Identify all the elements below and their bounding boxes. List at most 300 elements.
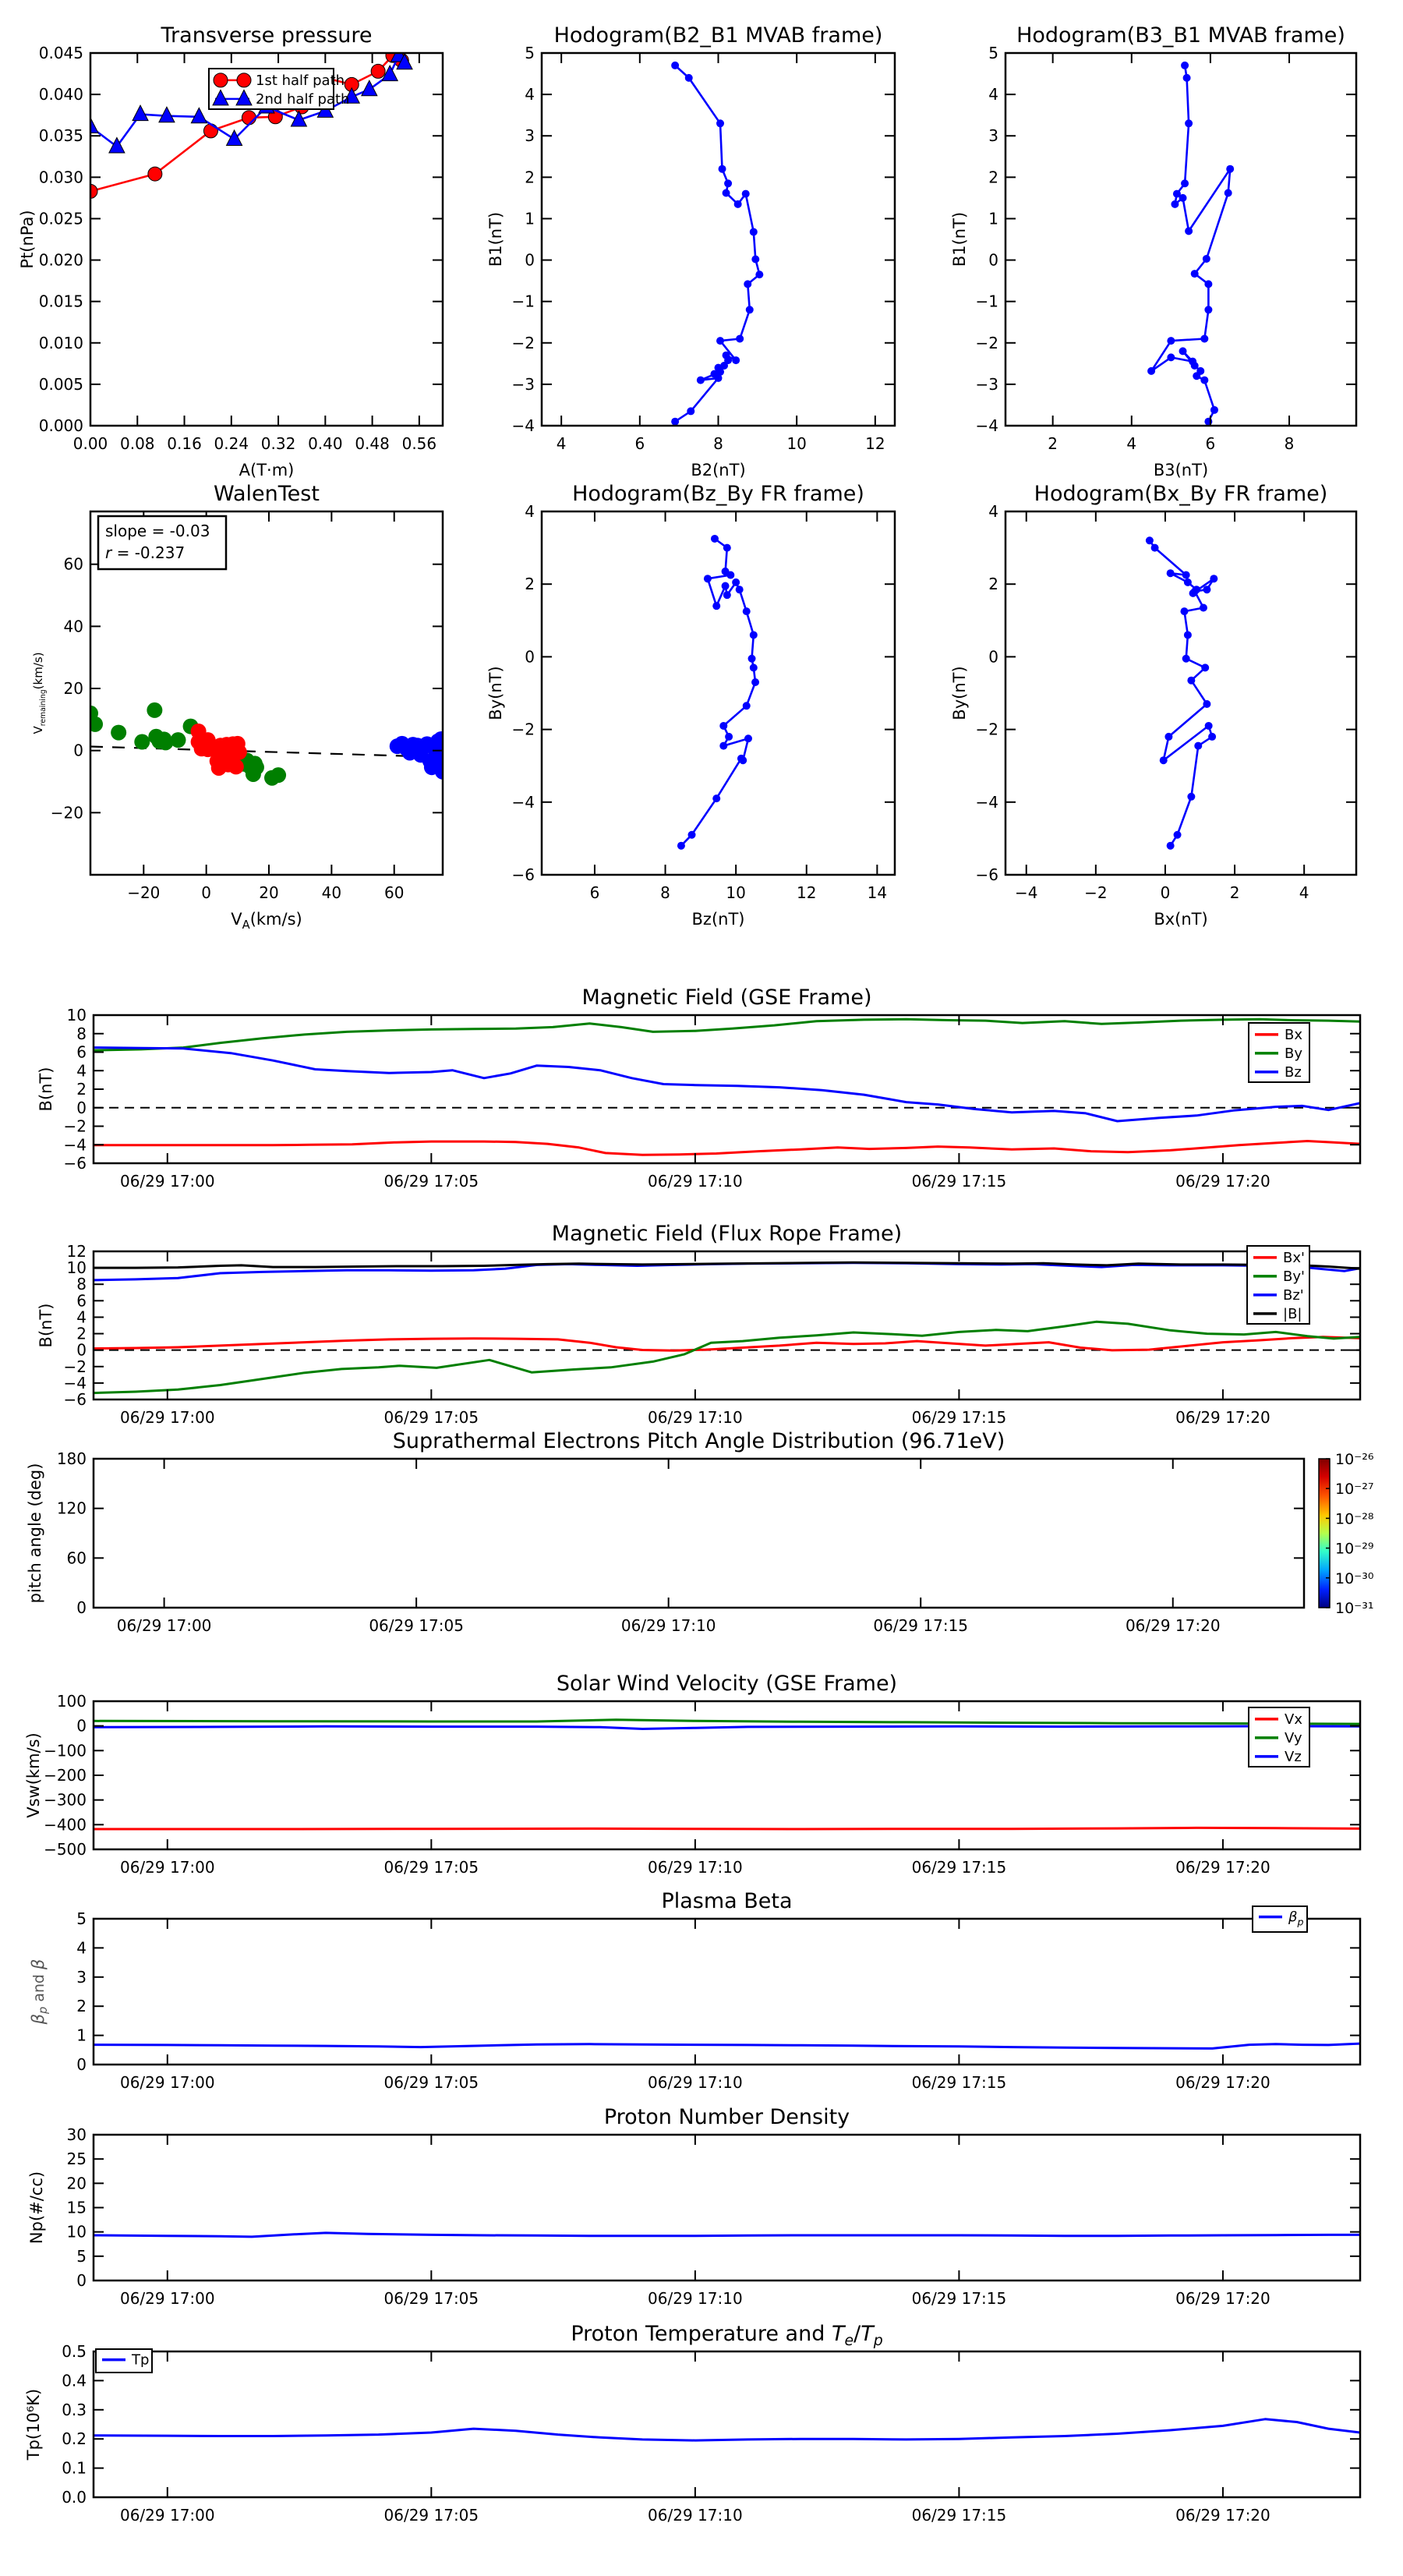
axes-frame	[94, 1251, 1360, 1399]
x-tick-label: 12	[797, 883, 817, 902]
circle-marker	[1171, 200, 1179, 208]
circle-marker	[750, 663, 758, 671]
series-vz	[94, 1726, 1360, 1729]
legend-label: $\beta_p$	[1288, 1909, 1304, 1928]
legend-label: Tp	[132, 2351, 150, 2369]
colorbar-label: 10⁻²⁹	[1335, 1540, 1374, 1558]
circle-marker	[1204, 306, 1212, 313]
y-tick-label: −4	[975, 416, 998, 435]
x-tick-label: 06/29 17:15	[911, 2073, 1007, 2092]
circle-marker	[270, 767, 286, 783]
series-line	[94, 2043, 1360, 2048]
x-tick-label: 06/29 17:00	[116, 1616, 212, 1635]
x-tick-label: 6	[589, 883, 600, 902]
y-tick-label: 0.5	[62, 2342, 87, 2361]
y-tick-label: 4	[76, 1061, 87, 1081]
circle-marker	[1167, 353, 1175, 361]
x-tick-label: 0	[201, 883, 212, 902]
x-tick-label: 6	[1205, 434, 1216, 453]
series-by-gse	[94, 1019, 1360, 1050]
circle-marker	[1203, 586, 1210, 593]
panel-hodogram-bx-by	[950, 482, 1356, 929]
x-tick-label: 8	[713, 434, 723, 453]
y-tick-label: 2	[76, 1997, 87, 2016]
y-tick-label: 15	[66, 2198, 87, 2217]
x-tick-label: 06/29 17:10	[648, 2289, 743, 2308]
y-tick-label: 0	[76, 1716, 87, 1736]
circle-marker	[750, 631, 758, 639]
panel-title-np: Proton Number Density	[603, 2105, 850, 2129]
x-axis-label: B3(nT)	[1153, 461, 1209, 479]
circle-marker	[1200, 603, 1207, 611]
y-axis-label: By(nT)	[486, 666, 505, 720]
circle-marker	[734, 200, 742, 208]
circle-marker	[237, 73, 251, 87]
panel-vsw	[24, 1672, 1360, 1877]
panel-mag-gse	[37, 985, 1360, 1191]
series-vx	[94, 1828, 1360, 1829]
circle-marker	[1174, 831, 1182, 839]
x-tick-label: 12	[865, 434, 885, 453]
circle-marker	[1183, 74, 1191, 82]
circle-marker	[755, 271, 763, 278]
legend-mag-fr	[1247, 1246, 1309, 1324]
x-tick-label: 60	[383, 883, 405, 902]
series-walen-green	[83, 702, 286, 786]
circle-marker	[1191, 588, 1199, 596]
axes-frame	[542, 511, 895, 875]
circle-marker	[687, 407, 694, 415]
x-tick-label: 40	[321, 883, 342, 902]
colorbar	[1319, 1451, 1373, 1617]
circle-marker	[1185, 227, 1193, 235]
panel-title-transverse-pressure: Transverse pressure	[161, 23, 373, 48]
colorbar-label: 10⁻³¹	[1335, 1600, 1374, 1617]
y-tick-label: 0.0	[62, 2488, 87, 2507]
x-tick-label: 8	[660, 883, 670, 902]
x-tick-label: 4	[1126, 434, 1137, 453]
series-np-line	[94, 2233, 1360, 2237]
y-tick-label: −500	[44, 1840, 87, 1859]
series-line	[94, 1720, 1360, 1724]
y-tick-label: 8	[76, 1024, 87, 1043]
x-tick-label: 0.40	[308, 434, 343, 453]
y-tick-label: 6	[76, 1042, 87, 1062]
panel-title-hodogram-b2-b1: Hodogram(B2_B1 MVAB frame)	[553, 23, 883, 48]
y-tick-label: −6	[63, 1390, 87, 1409]
circle-marker	[1187, 793, 1195, 801]
circle-marker	[1147, 367, 1155, 375]
series-by-fr	[94, 1322, 1360, 1392]
circle-marker	[1191, 270, 1199, 278]
y-axis-label: $V_{remaining}(km/s)$	[31, 652, 48, 734]
circle-marker	[671, 418, 679, 426]
circle-marker	[744, 280, 751, 288]
x-tick-label: 06/29 17:10	[620, 1616, 716, 1635]
panel-title-tp: Proton Temperature and $T_e/T_p$	[571, 2322, 883, 2349]
circle-marker	[751, 255, 759, 263]
y-tick-label: 0.4	[62, 2371, 87, 2390]
panel-pitch-angle	[26, 1429, 1373, 1635]
legend-label: Vx	[1285, 1711, 1302, 1728]
panel-hodogram-b3-b1	[950, 23, 1356, 479]
circle-marker	[1203, 700, 1210, 708]
x-tick-label: 06/29 17:15	[911, 2506, 1007, 2525]
circle-marker	[134, 734, 150, 750]
x-tick-label: 8	[1284, 434, 1295, 453]
circle-marker	[1200, 377, 1208, 384]
x-tick-label: 06/29 17:10	[648, 1408, 743, 1427]
y-tick-label: 40	[63, 617, 83, 636]
circle-marker	[677, 842, 685, 850]
y-tick-label: −6	[511, 865, 535, 884]
x-tick-label: 4	[556, 434, 567, 453]
x-tick-label: 10	[726, 883, 746, 902]
y-tick-label: −2	[511, 720, 535, 739]
y-axis-label: βp and β	[29, 1959, 50, 2025]
series-bz-by-path	[677, 535, 759, 850]
x-tick-label: 06/29 17:05	[383, 2506, 479, 2525]
x-tick-label: 06/29 17:05	[383, 1172, 479, 1191]
series-vy	[94, 1720, 1360, 1724]
circle-marker	[685, 74, 693, 82]
y-tick-label: −4	[975, 792, 998, 812]
x-tick-label: 0.56	[401, 434, 437, 453]
circle-marker	[1191, 362, 1199, 370]
y-tick-label: 2	[76, 1080, 87, 1099]
circle-marker	[742, 190, 750, 198]
y-tick-label: 0.2	[62, 2429, 87, 2449]
circle-marker	[148, 167, 162, 181]
y-tick-label: 0	[76, 2055, 87, 2074]
circle-marker	[725, 733, 733, 741]
x-tick-label: 0	[1160, 883, 1171, 902]
legend-tp	[96, 2349, 152, 2373]
legend-vsw	[1249, 1707, 1309, 1767]
circle-marker	[743, 607, 751, 615]
circle-marker	[1146, 536, 1154, 544]
y-tick-label: −2	[63, 1116, 87, 1136]
x-tick-label: 0.08	[120, 434, 155, 453]
y-tick-label: 3	[988, 126, 998, 146]
circle-marker	[736, 334, 744, 342]
series-walen-red	[191, 724, 247, 776]
y-tick-label: 25	[66, 2150, 87, 2169]
circle-marker	[1151, 544, 1159, 552]
circle-marker	[732, 356, 740, 364]
y-tick-label: 4	[76, 1938, 87, 1958]
x-tick-label: 06/29 17:00	[119, 2506, 215, 2525]
panel-plasma-beta	[29, 1889, 1360, 2092]
circle-marker	[228, 759, 244, 774]
y-axis-label: Vsw(km/s)	[24, 1732, 43, 1818]
circle-marker	[736, 586, 744, 593]
legend-label: |B|	[1283, 1305, 1302, 1322]
y-tick-label: 2	[525, 575, 535, 594]
circle-marker	[704, 575, 712, 582]
circle-marker	[1187, 677, 1195, 685]
y-tick-label: 4	[988, 502, 998, 521]
y-tick-label: 0.030	[38, 168, 83, 187]
legend-label: 1st half path	[256, 72, 345, 89]
y-tick-label: 180	[56, 1449, 87, 1468]
circle-marker	[436, 738, 452, 754]
x-tick-label: −2	[1084, 883, 1108, 902]
x-axis-label: Bx(nT)	[1154, 910, 1208, 929]
x-tick-label: 06/29 17:15	[873, 1616, 969, 1635]
circle-marker	[1210, 575, 1217, 582]
axes-frame	[94, 2351, 1360, 2497]
series-tp-line	[94, 2419, 1360, 2440]
x-tick-label: 06/29 17:10	[648, 1858, 743, 1877]
x-tick-label: 2	[1229, 883, 1240, 902]
y-tick-label: 10	[66, 1006, 87, 1024]
circle-marker	[748, 655, 756, 663]
x-tick-label: 06/29 17:00	[119, 1408, 215, 1427]
x-tick-label: 06/29 17:05	[383, 2289, 479, 2308]
series-line	[1150, 540, 1214, 845]
circle-marker	[719, 722, 727, 730]
y-tick-label: 0.015	[38, 292, 83, 311]
legend-label: By'	[1283, 1268, 1305, 1285]
y-tick-label: 0	[988, 250, 998, 270]
y-tick-label: 0.1	[62, 2458, 87, 2478]
panel-title-vsw: Solar Wind Velocity (GSE Frame)	[556, 1672, 898, 1696]
y-tick-label: 6	[76, 1291, 87, 1311]
y-axis-label: pitch angle (deg)	[26, 1463, 44, 1604]
legend-label: Bz'	[1283, 1286, 1304, 1304]
y-tick-label: 1	[76, 2026, 87, 2045]
y-tick-label: −1	[975, 292, 998, 311]
series-line	[94, 2233, 1360, 2237]
y-tick-label: 0.010	[38, 333, 83, 352]
circle-marker	[719, 165, 726, 173]
circle-marker	[1226, 165, 1234, 173]
legend-transverse-pressure	[209, 69, 349, 109]
circle-marker	[716, 337, 724, 345]
y-tick-label: 5	[988, 44, 998, 62]
colorbar-label: 10⁻³⁰	[1335, 1569, 1374, 1587]
y-tick-label: 0	[525, 647, 535, 667]
y-tick-label: 0	[76, 1340, 87, 1360]
circle-marker	[1167, 842, 1175, 850]
x-tick-label: 0.16	[167, 434, 202, 453]
x-tick-label: 06/29 17:15	[911, 2289, 1007, 2308]
y-tick-label: 120	[56, 1499, 87, 1518]
x-tick-label: 06/29 17:20	[1175, 1408, 1270, 1427]
circle-marker	[1181, 179, 1189, 187]
circle-marker	[719, 742, 727, 750]
circle-marker	[1210, 406, 1218, 414]
x-axis-label: $V_A(km/s)$	[231, 910, 302, 932]
axes-frame	[94, 1919, 1360, 2065]
series-line	[94, 1828, 1360, 1829]
y-tick-label: 0	[76, 2271, 87, 2290]
series-bx-gse	[94, 1141, 1360, 1155]
panel-title-hodogram-bz-by: Hodogram(Bz_By FR frame)	[572, 482, 864, 506]
y-tick-label: 5	[76, 2246, 87, 2266]
panel-title-pitch-angle: Suprathermal Electrons Pitch Angle Distribution (96.71eV)	[392, 1429, 1005, 1453]
panel-hodogram-b2-b1	[486, 23, 895, 479]
y-tick-label: 4	[525, 85, 535, 104]
y-tick-label: 0	[73, 741, 83, 760]
y-tick-label: 2	[76, 1324, 87, 1343]
y-tick-label: −3	[511, 374, 535, 394]
x-tick-label: 06/29 17:20	[1175, 1172, 1270, 1191]
axes-frame	[1005, 53, 1356, 426]
y-tick-label: 3	[76, 1967, 87, 1987]
circle-marker	[1179, 347, 1187, 355]
x-tick-label: 06/29 17:10	[648, 2073, 743, 2092]
y-tick-label: −4	[63, 1373, 87, 1392]
series-line	[94, 1726, 1360, 1729]
panel-title-walen-test: WalenTest	[214, 482, 320, 506]
y-tick-label: −2	[63, 1357, 87, 1376]
y-axis-label: B(nT)	[37, 1303, 55, 1348]
x-tick-label: −20	[127, 883, 161, 902]
annotation-line: slope = -0.03	[105, 522, 210, 540]
x-tick-label: 06/29 17:00	[119, 1172, 215, 1191]
circle-marker	[711, 535, 719, 543]
y-axis-label: B1(nT)	[486, 211, 505, 267]
y-tick-label: 30	[66, 2125, 87, 2144]
x-tick-label: 06/29 17:20	[1175, 2289, 1270, 2308]
circle-marker	[732, 579, 740, 586]
x-tick-label: 06/29 17:15	[911, 1408, 1007, 1427]
circle-marker	[1185, 119, 1193, 127]
y-tick-label: 100	[56, 1692, 87, 1711]
y-tick-label: −6	[975, 865, 998, 884]
series-line	[94, 1019, 1360, 1050]
colorbar-label: 10⁻²⁶	[1335, 1451, 1374, 1468]
y-axis-label: Np(#/cc)	[27, 2171, 46, 2245]
circle-marker	[712, 602, 720, 610]
series-bz-gse	[94, 1045, 1360, 1121]
x-tick-label: 0.24	[214, 434, 249, 453]
y-tick-label: 1	[988, 209, 998, 228]
y-tick-label: 3	[525, 126, 535, 146]
series-beta-p	[94, 2043, 1360, 2048]
x-tick-label: 06/29 17:10	[648, 1172, 743, 1191]
circle-marker	[1167, 569, 1175, 577]
triangle-marker	[133, 105, 148, 121]
panel-tp	[24, 2322, 1360, 2525]
legend-label: 2nd half path	[256, 90, 350, 108]
circle-marker	[750, 228, 758, 235]
x-tick-label: 06/29 17:05	[383, 2073, 479, 2092]
y-tick-label: −300	[44, 1790, 87, 1810]
circle-marker	[723, 189, 730, 197]
circle-marker	[231, 745, 247, 760]
y-tick-label: 2	[988, 575, 998, 594]
series-line	[94, 1045, 1360, 1121]
x-tick-label: 06/29 17:00	[119, 1858, 215, 1877]
x-tick-label: 2	[1048, 434, 1058, 453]
y-tick-label: 4	[76, 1307, 87, 1327]
circle-marker	[242, 111, 256, 125]
x-tick-label: −4	[1014, 883, 1038, 902]
circle-marker	[671, 62, 679, 69]
series-bx-by-path	[1146, 536, 1217, 849]
y-tick-label: 1	[525, 209, 535, 228]
circle-marker	[1203, 255, 1210, 263]
x-axis-label: B2(nT)	[691, 461, 746, 479]
series-line	[94, 1322, 1360, 1392]
y-tick-label: 60	[66, 1548, 87, 1568]
circle-marker	[1181, 62, 1189, 69]
panel-title-hodogram-bx-by: Hodogram(Bx_By FR frame)	[1034, 482, 1328, 506]
colorbar-bar	[1319, 1459, 1330, 1608]
circle-marker	[712, 794, 720, 802]
circle-marker	[111, 725, 126, 741]
series-line	[94, 1337, 1360, 1350]
y-tick-label: 10	[66, 1258, 87, 1278]
colorbar-label: 10⁻²⁷	[1335, 1481, 1374, 1499]
series-line	[94, 1141, 1360, 1155]
circle-marker	[1225, 189, 1232, 197]
circle-marker	[203, 124, 217, 138]
x-tick-label: 06/29 17:15	[911, 1172, 1007, 1191]
circle-marker	[1179, 194, 1187, 202]
x-tick-label: 06/29 17:20	[1175, 2506, 1270, 2525]
circle-marker	[716, 119, 724, 127]
x-tick-label: 0.48	[355, 434, 390, 453]
circle-marker	[751, 678, 759, 686]
circle-marker	[1194, 742, 1202, 750]
x-tick-label: 06/29 17:20	[1175, 2073, 1270, 2092]
y-tick-label: 0.000	[38, 416, 83, 435]
axes-frame	[94, 1459, 1304, 1608]
y-tick-label: −1	[511, 292, 535, 311]
circle-marker	[1193, 372, 1200, 380]
circle-marker	[723, 544, 731, 552]
y-tick-label: −2	[975, 333, 998, 352]
panel-title-mag-fr: Magnetic Field (Flux Rope Frame)	[551, 1222, 903, 1246]
x-tick-label: 06/29 17:20	[1175, 1858, 1270, 1877]
legend-mag-gse	[1249, 1023, 1309, 1082]
panel-hodogram-bz-by	[486, 482, 895, 929]
circle-marker	[371, 64, 385, 78]
circle-marker	[1164, 733, 1172, 741]
triangle-marker	[191, 108, 207, 123]
y-tick-label: 8	[76, 1275, 87, 1294]
circle-marker	[1201, 663, 1209, 671]
circle-marker	[1184, 579, 1192, 586]
circle-marker	[737, 755, 745, 763]
y-tick-label: −4	[63, 1135, 87, 1155]
y-axis-label: B1(nT)	[950, 211, 969, 267]
triangle-marker	[362, 80, 377, 96]
circle-marker	[1180, 607, 1188, 615]
y-axis-label: Tp(10⁶K)	[24, 2388, 43, 2461]
x-tick-label: 06/29 17:05	[383, 1408, 479, 1427]
y-axis-label: Pt(nPa)	[18, 210, 37, 269]
legend-label: Bx'	[1283, 1249, 1305, 1266]
circle-marker	[723, 591, 731, 599]
circle-marker	[724, 179, 732, 187]
x-tick-label: 10	[786, 434, 807, 453]
annotation-box	[98, 516, 226, 569]
y-tick-label: −4	[511, 792, 535, 812]
x-tick-label: 20	[259, 883, 279, 902]
y-tick-label: 5	[525, 44, 535, 62]
y-tick-label: 0.020	[38, 250, 83, 270]
circle-marker	[743, 702, 751, 709]
y-tick-label: 0.035	[38, 126, 83, 146]
x-tick-label: 0.32	[260, 434, 296, 453]
y-axis-label: B(nT)	[37, 1067, 55, 1112]
y-tick-label: −20	[50, 803, 83, 823]
